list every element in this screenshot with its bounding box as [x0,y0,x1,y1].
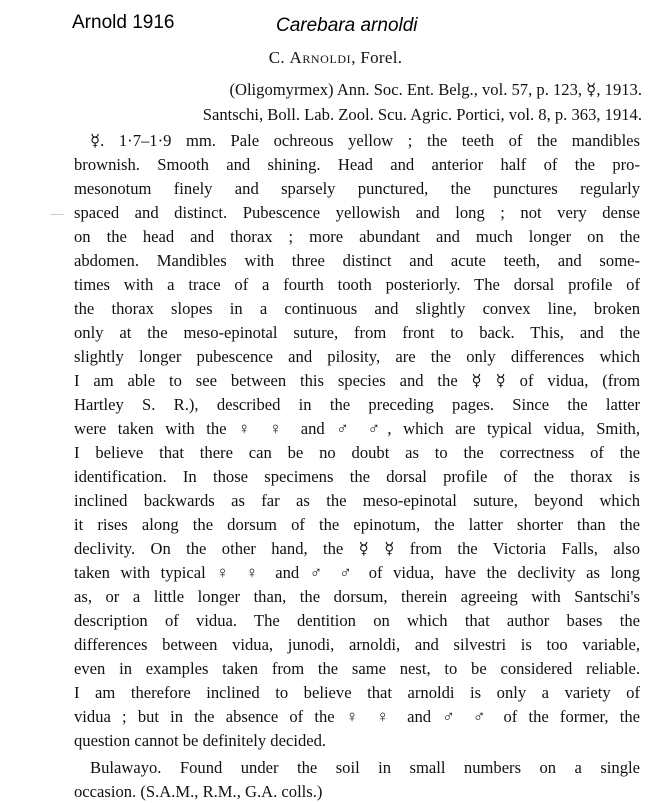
description-line: times with a trace of a fourth tooth posteriorly. The dorsal profile of [74,275,640,294]
margin-mark [50,214,64,215]
description-line: description of vidua. The dentition on which that author bases the [74,611,640,630]
description-line: only at the meso-epinotal suture, from front to back. This, and the [74,323,640,342]
reference-line: Santschi, Boll. Lab. Zool. Scu. Agric. Portici, vol. 8, p. 363, 1914. [202,105,642,124]
description-line: it rises along the dorsum of the epinotum, the latter shorter than the [74,515,640,534]
species-title-name: Arnoldi [289,48,352,67]
description-line: declivity. On the other hand, the ☿ ☿ from the Victoria Falls, also [74,539,640,558]
description-line: were taken with the ♀ ♀ and ♂ ♂, which are typical vidua, Smith, [74,419,640,438]
description-line: slightly longer pubescence and pilosity, are the only differences which [74,347,640,366]
description-line: Hartley S. R.), described in the preceding pages. Since the latter [74,395,640,414]
description-line: question cannot be definitely decided. [74,731,327,750]
description-line: the thorax slopes in a continuous and slightly convex line, broken [74,299,640,318]
species-title-prefix: C. [268,48,290,67]
description-line: even in examples taken from the same nest, to be considered reliable. [74,659,640,678]
description-line: vidua ; but in the absence of the ♀ ♀ and ♂ ♂ of the former, the [74,707,640,726]
description-line: I am therefore inclined to believe that arnoldi is only a variety of [74,683,640,702]
species-name-label: Carebara arnoldi [276,15,418,36]
description-line: on the head and thorax ; more abundant and much longer on the [74,227,640,246]
description-line: differences between vidua, junodi, arnoldi, and silvestri is too variable, [74,635,640,654]
description-line: taken with typical ♀ ♀ and ♂ ♂ of vidua, have the declivity as long [74,563,640,582]
description-line: brownish. Smooth and shining. Head and anterior half of the pro- [74,155,640,174]
description-line: identification. In those specimens the dorsal profile of the thorax is [74,467,640,486]
species-title-suffix: , Forel. [351,48,403,67]
description-line: abdomen. Mandibles with three distinct and acute teeth, and some- [74,251,640,270]
author-year-label: Arnold 1916 [72,12,175,33]
locality-line: occasion. (S.A.M., R.M., G.A. colls.) [74,782,323,801]
description-line: as, or a little longer than, the dorsum, therein agreeing with Santschi's [74,587,640,606]
description-line: I believe that there can be no doubt as to the correctness of the [74,443,640,462]
description-line: inclined backwards as far as the meso-epinotal suture, beyond which [74,491,640,510]
description-line: mesonotum finely and sparsely punctured, the punctures regularly [74,179,640,198]
reference-line: (Oligomyrmex) Ann. Soc. Ent. Belg., vol. 57, p. 123, ☿, 1913. [229,80,642,99]
description-line: spaced and distinct. Pubescence yellowish and long ; not very dense [74,203,640,222]
locality-line: Bulawayo. Found under the soil in small numbers on a single [90,758,640,777]
description-line: ☿. 1·7–1·9 mm. Pale ochreous yellow ; the teeth of the mandibles [90,131,640,150]
species-title [0,48,671,68]
description-line: I am able to see between this species and the ☿ ☿ of vidua, (from [74,371,640,390]
